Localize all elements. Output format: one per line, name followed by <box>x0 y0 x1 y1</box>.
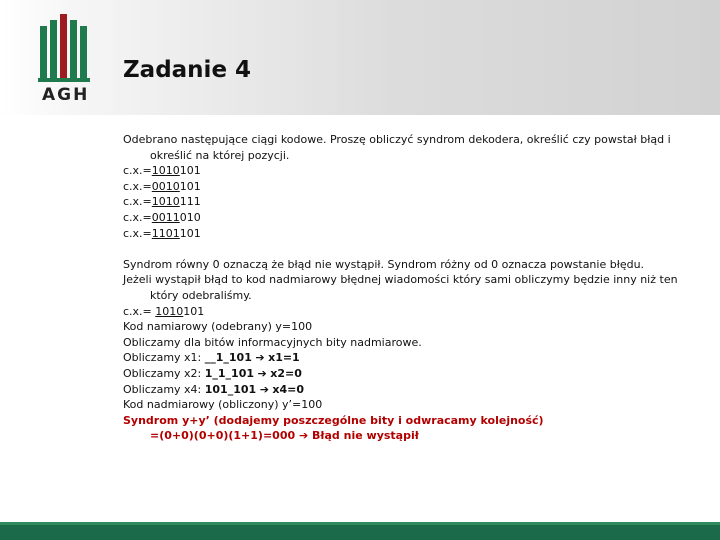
codeword-redundant-bits: 010 <box>179 210 201 224</box>
arrow-right-icon: ➔ <box>298 429 309 443</box>
codeword-prefix: c.x.= <box>123 226 152 240</box>
codeword-prefix: c.x.= <box>123 179 152 193</box>
agh-logo <box>38 12 94 104</box>
codeword-redundant-bits: 111 <box>179 195 201 209</box>
header-band <box>0 0 720 115</box>
x1-pattern: __1_101 <box>204 351 252 365</box>
syndrome-result: Błąd nie wystąpił <box>312 429 419 443</box>
syndrome-heading: Syndrom y+y’ (dodajemy poszczególne bity i odwracamy kolejność) <box>123 413 544 427</box>
codeword-redundant-bits: 101 <box>179 179 201 193</box>
arrow-right-icon: ➔ <box>257 366 267 380</box>
arrow-right-icon: ➔ <box>255 351 265 365</box>
codeword-info-bits: 0010 <box>151 179 180 193</box>
example-prefix: c.x.= <box>123 304 156 318</box>
codeword-redundant-bits: 101 <box>179 164 201 178</box>
if-error-note: Jeżeli wystąpił błąd to kod nadmiarowy błędnej wiadomości który sami obliczymy będzie inny niż ten który odebraliśmy. <box>123 273 678 302</box>
x1-line <box>123 350 693 366</box>
codeword-line <box>123 210 693 226</box>
syndrome-formula: =(0+0)(0+0)(1+1)=000 <box>150 429 296 443</box>
x2-line <box>123 366 693 382</box>
codeword-info-bits: 0011 <box>151 210 180 224</box>
x2-result: x2=0 <box>270 366 302 380</box>
codeword-line <box>123 163 693 179</box>
codeword-info-bits: 1101 <box>151 226 180 240</box>
x4-pattern: 101_101 <box>204 382 257 396</box>
x4-result: x4=0 <box>272 382 305 396</box>
logo-text: AGH <box>42 85 90 105</box>
codeword-prefix: c.x.= <box>123 210 152 224</box>
codeword-prefix: c.x.= <box>123 164 152 178</box>
footer-stripe <box>0 522 720 525</box>
codeword-redundant-bits: 101 <box>179 226 201 240</box>
codeword-line <box>123 179 693 195</box>
page-title: Zadanie 4 <box>123 57 252 83</box>
codeword-list <box>123 163 693 241</box>
example-redundant-bits: 101 <box>183 304 205 318</box>
footer-band <box>0 522 720 540</box>
spacer <box>123 241 693 257</box>
codeword-info-bits: 1010 <box>151 164 180 178</box>
x4-line <box>123 382 693 398</box>
computing-note: Obliczamy dla bitów informacyjnych bity nadmiarowe. <box>123 335 422 349</box>
example-info-bits: 1010 <box>155 304 184 318</box>
syndrome-note: Syndrom równy 0 oznaczą że błąd nie wystąpił. Syndrom różny od 0 oznacza powstanie błędu. <box>123 257 645 271</box>
agh-logo-icon <box>38 12 94 82</box>
received-redundant: Kod namiarowy (odebrany) y=100 <box>123 320 313 334</box>
computed-redundant: Kod nadmiarowy (obliczony) y’=100 <box>123 398 323 412</box>
x2-pattern: 1_1_101 <box>204 366 255 380</box>
x2-label: Obliczamy x2: <box>123 366 205 380</box>
codeword-line <box>123 226 693 242</box>
syndrome-calculation <box>123 428 693 444</box>
codeword-info-bits: 1010 <box>151 195 180 209</box>
x1-result: x1=1 <box>268 351 300 365</box>
x1-label: Obliczamy x1: <box>123 351 205 365</box>
slide-content <box>123 132 693 444</box>
arrow-right-icon: ➔ <box>259 382 269 396</box>
intro-text: Odebrano następujące ciągi kodowe. Proszę obliczyć syndrom dekodera, określić czy powstał błąd i określić na której pozycji. <box>123 133 671 162</box>
example-codeword <box>123 304 693 320</box>
codeword-prefix: c.x.= <box>123 195 152 209</box>
x4-label: Obliczamy x4: <box>123 382 205 396</box>
codeword-line <box>123 194 693 210</box>
